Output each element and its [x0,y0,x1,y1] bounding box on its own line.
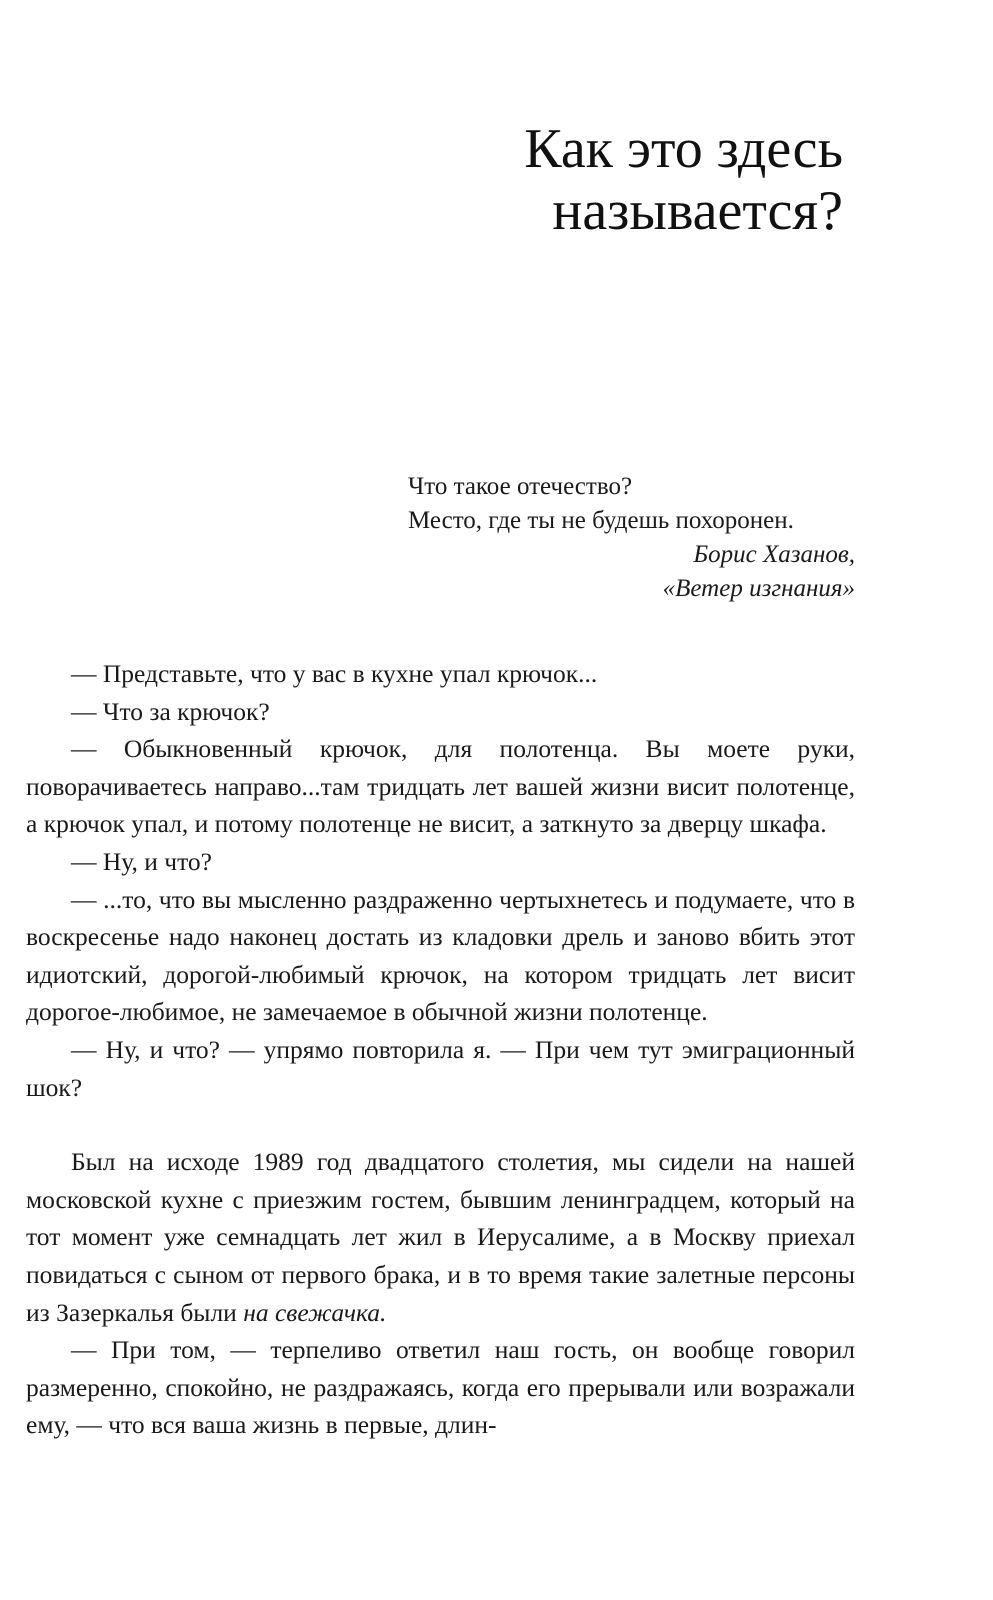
body-text [26,655,855,1444]
paragraph: — Ну, и что? [71,846,212,876]
paragraph-emphasis: на свежачка. [243,1297,387,1327]
paragraph: — Обыкновенный крючок, для полотенца. Вы моете руки, поворачиваетесь направо...там тридцать лет вашей жизни висит полотенце, а крючок упал, и потому полотенце не висит, а заткнуто за дверцу шкафа. [26,734,855,839]
paragraph: — Представьте, что у вас в кухне упал крючок... [71,659,598,688]
paragraph [26,1143,855,1331]
chapter-title-line-2: называется? [552,180,843,242]
epigraph-line-1: Что такое отечество? [408,473,633,500]
epigraph-author: Борис Хазанов, [693,541,855,568]
chapter-title-line-1: Как это здесь [524,118,843,180]
paragraph: — При том, — терпеливо ответил наш гость, он вообще говорил размеренно, спокойно, не раздражаясь, когда его прерывали или возражали ему, — что вся ваша жизнь в первые, длин- [26,1335,855,1440]
epigraph-source: «Ветер изгнания» [662,575,855,602]
epigraph-line-2: Место, где ты не будешь похоронен. [408,507,794,534]
paragraph: — Что за крючок? [71,696,270,726]
paragraph: — ...то, что вы мысленно раздраженно чертыхнетесь и подумаете, что в воскресенье надо наконец достать из кладовки дрель и заново вбить этот идиотский, дорогой-любимый крючок, на котором тридцать лет висит дорогое-любимое, не замечаемое в обычной жизни полотенце. [26,884,855,1027]
chapter-title [243,118,843,242]
paragraph: — Ну, и что? — упрямо повторила я. — При чем тут эмиграционный шок? [26,1034,855,1102]
paragraph-text: Был на исходе 1989 год двадцатого столетия, мы сидели на нашей московской кухне с приезжим гостем, бывшим ленинградцем, который на тот момент уже семнадцать лет жил в Иерусалиме, а в Москву приехал повидаться с сыном от первого брака, и в то время такие залетные персоны из Зазеркалья были [26,1147,855,1327]
epigraph [408,470,855,606]
